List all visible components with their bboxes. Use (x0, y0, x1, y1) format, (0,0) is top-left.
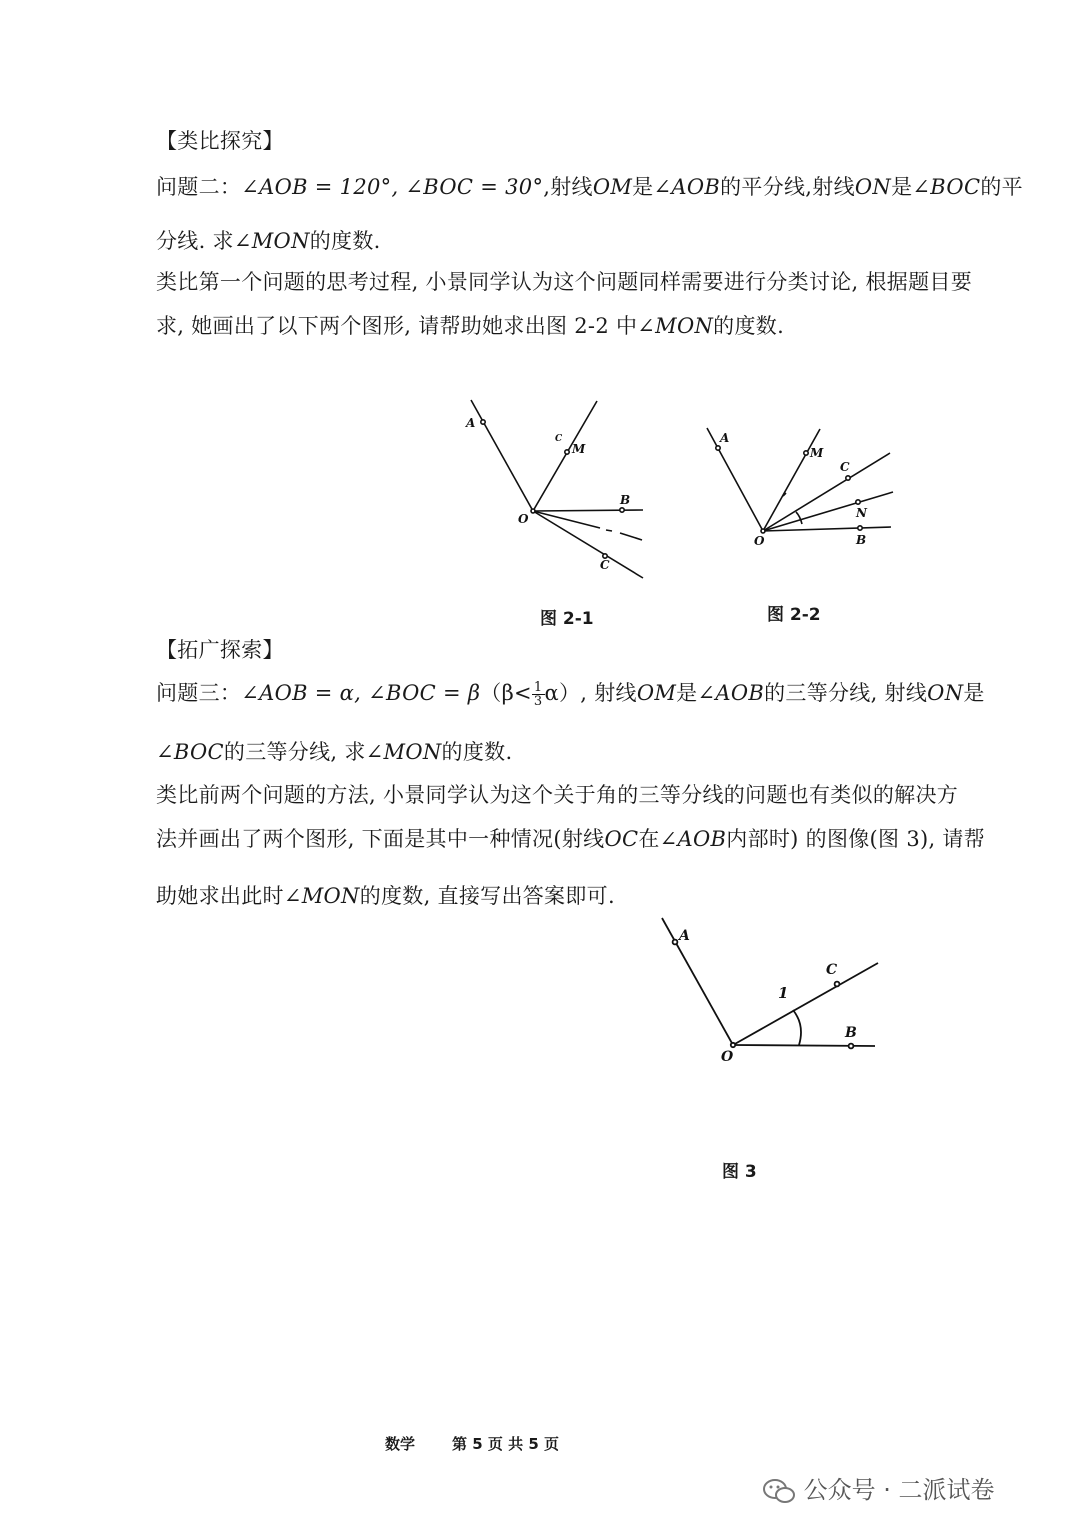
label-o: O (518, 512, 529, 526)
ray-on: ON (927, 681, 964, 705)
ray-oc: OC (604, 827, 639, 851)
label-c: C (840, 460, 850, 474)
point-b (620, 508, 624, 512)
angle-aob: ∠AOB (697, 681, 765, 705)
figure-3-caption: 图 3 (722, 1162, 757, 1182)
label-a: A (466, 416, 476, 430)
footer-subject: 数学 (385, 1435, 416, 1453)
point-o (731, 1043, 735, 1047)
ray-om: OM (592, 175, 633, 199)
q2-text: 的度数. (309, 229, 381, 253)
chat-bubble-icon (762, 1476, 796, 1506)
label-a: A (679, 928, 690, 944)
label-o: O (754, 534, 765, 548)
para-text: 的度数, 直接写出答案即可. (359, 884, 615, 908)
ray-oa (662, 918, 733, 1045)
angle-boc: ∠BOC (156, 740, 224, 764)
point-n (856, 500, 860, 504)
label-o: O (721, 1049, 734, 1065)
angle-mon: ∠MON (365, 740, 442, 764)
q3-text: 是 (676, 681, 698, 705)
q2-text: 是 (891, 175, 913, 199)
label-a: A (720, 431, 730, 445)
point-m (565, 450, 569, 454)
angle-boc: ∠BOC (912, 175, 981, 199)
q2-text: ,射线 (543, 175, 593, 199)
q3-text: 是 (963, 681, 985, 705)
point-a (716, 446, 720, 450)
label-n: N (856, 506, 867, 520)
para-text: 法并画出了两个图形, 下面是其中一种情况(射线 (156, 827, 605, 851)
angle-mon: ∠MON (283, 884, 360, 908)
q3-condition: α） (544, 681, 581, 705)
section-heading-analogy: 【类比探究】 (156, 129, 284, 153)
q2-text: 的平 (980, 175, 1023, 199)
ray-om: OM (636, 681, 677, 705)
q2-given-angles: ∠AOB = 120°, ∠BOC = 30° (241, 175, 544, 199)
q3-text: 的度数. (441, 740, 513, 764)
figure-2-2-caption: 图 2-2 (767, 605, 821, 625)
q3-condition: （β< (480, 681, 532, 705)
angle-mon: ∠MON (233, 229, 310, 253)
ray-oc (763, 453, 890, 531)
fraction-one-third (532, 681, 545, 708)
para-text: 在 (638, 827, 660, 851)
ray-ob (763, 527, 891, 531)
method-paragraph-line2 (156, 827, 985, 851)
analogy-paragraph-line1: 类比第一个问题的思考过程, 小景同学认为这个问题同样需要进行分类讨论, 根据题目要 (156, 270, 972, 294)
dash (606, 530, 612, 531)
q3-text: 的三等分线, 射线 (764, 681, 928, 705)
q2-text: 分线. 求 (156, 229, 234, 253)
para-text: 求, 她画出了以下两个图形, 请帮助她求出图 2-2 中 (156, 314, 638, 338)
figure-2-1 (471, 400, 643, 578)
para-text: 助她求出此时 (156, 884, 284, 908)
q2-text: 是 (632, 175, 654, 199)
point-c (835, 982, 840, 987)
q3-given-angles: ∠AOB = α, ∠BOC = β (241, 681, 481, 705)
angle-mon: ∠MON (637, 314, 714, 338)
label-m: M (572, 442, 586, 456)
q3-text: , 射线 (580, 681, 637, 705)
point-b (858, 526, 862, 530)
angle-aob: ∠AOB (653, 175, 721, 199)
point-b (849, 1044, 854, 1049)
ray-ob (533, 510, 643, 511)
point-m (804, 451, 808, 455)
question-three-line1 (156, 681, 985, 708)
fraction-numerator: 1 (533, 680, 543, 695)
ray-om (533, 401, 597, 511)
ray-on-dashed (533, 511, 600, 528)
q2-label: 问题二： (156, 175, 242, 199)
angle-aob: ∠AOB (659, 827, 727, 851)
label-b: B (620, 493, 631, 507)
ray-oa (707, 428, 763, 531)
point-a (481, 420, 485, 424)
angle-arc (796, 512, 802, 524)
label-m: M (810, 446, 824, 460)
label-angle-1: 1 (778, 984, 789, 1002)
ray-oa (471, 400, 533, 511)
section-heading-extension: 【拓广探索】 (156, 638, 284, 662)
figure-2-1-caption: 图 2-1 (540, 609, 594, 629)
point-a (673, 940, 678, 945)
angle-arc (793, 1010, 801, 1045)
para-text: 的度数. (713, 314, 785, 338)
ray-oc (533, 511, 643, 578)
label-c: C (826, 962, 838, 978)
label-b: B (845, 1025, 857, 1041)
label-c: C (600, 558, 610, 572)
fraction-denominator: 3 (533, 694, 543, 709)
footer-page-number: 第 5 页 共 5 页 (452, 1435, 559, 1453)
ray-on: ON (854, 175, 892, 199)
question-three-line2 (156, 740, 512, 764)
ray-on (763, 492, 893, 531)
point-c (846, 476, 850, 480)
method-paragraph-line3 (156, 884, 615, 908)
method-paragraph-line1: 类比前两个问题的方法, 小景同学认为这个关于角的三等分线的问题也有类似的解决方 (156, 783, 959, 807)
point-o (761, 529, 765, 533)
dash (620, 533, 642, 540)
label-b: B (856, 533, 867, 547)
watermark (762, 1470, 995, 1506)
q3-text: 的三等分线, 求 (223, 740, 366, 764)
q3-label: 问题三： (156, 681, 242, 705)
label-c-small: C (555, 434, 563, 444)
point-o (531, 509, 535, 513)
q2-text: 的平分线,射线 (720, 175, 855, 199)
watermark-text: 公众号 · 二派试卷 (803, 1476, 995, 1504)
para-text: 内部时) 的图像(图 3), 请帮 (726, 827, 986, 851)
